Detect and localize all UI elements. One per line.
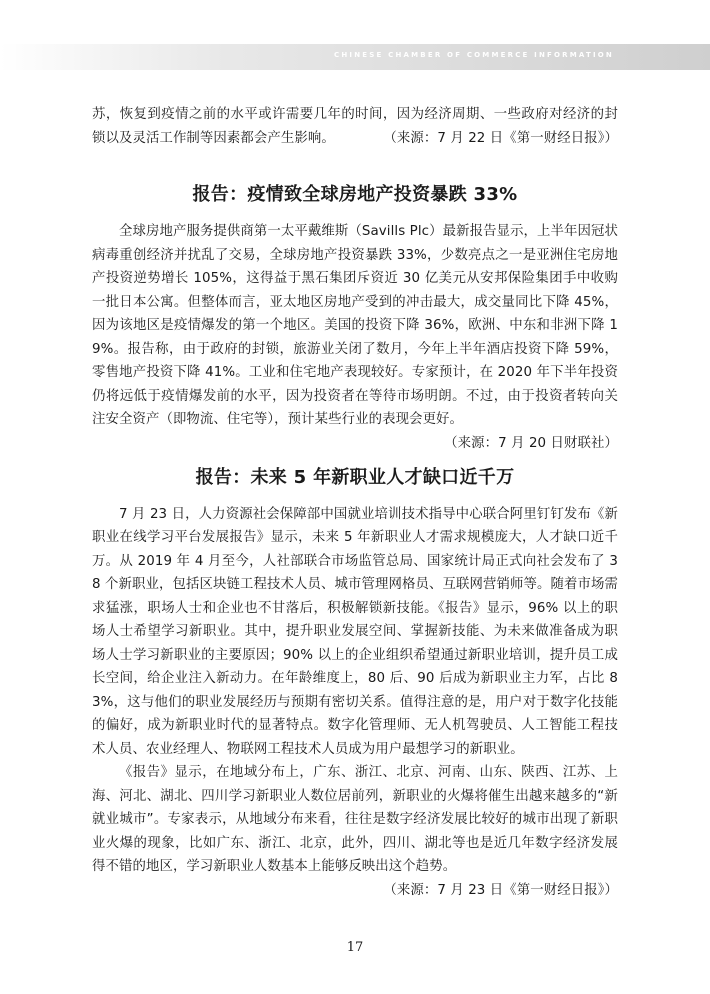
article1-body bbox=[92, 220, 618, 451]
article2-title: 报告：未来 5 年新职业人才缺口近千万 bbox=[195, 466, 515, 488]
header-banner bbox=[0, 44, 710, 70]
article1-title: 报告：疫情致全球房地产投资暴跌 33% bbox=[192, 184, 518, 205]
article2-paragraph-1: 7 月 23 日，人力资源社会保障部中国就业培训技术指导中心联合阿里钉钉发布《新职业在线学习平台发展报告》显示，未来 5 年新职业人才需求规模庞大，人才缺口近千万。从 2019 年 4 月至今，人社部联合市场监管总局、国家统计局正式向社会发布了 38 个新职业，包括区块链工程技术人员、城市管理网格员、互联网营销师等。随着市场需求猛涨，职场人士和企业也不甘落后，积极解锁新技能。《报告》显示，96% 以上的职场人士希望学习新职业。其中，提升职业发展空间、掌握新技能、为未来做准备成为职场人士学习新职业的主要原因；90% 以上的企业组织希望通过新职业培训，提升员工成长空间，给企业注入新动力。在年龄维度上，80 后、90 后成为新职业主力军，占比 83%，这与他们的职业发展经历与预期有密切关系。值得注意的是，用户对于数字化技能的偏好，成为新职业时代的显著特点。数字化管理师、无人机驾驶员、人工智能工程技术人员、农业经理人、物联网工程技术人员成为用户最想学习的新职业。 bbox=[92, 506, 618, 757]
page-content bbox=[92, 103, 618, 902]
article2-text: 《报告》显示，在地域分布上，广东、浙江、北京、河南、山东、陕西、江苏、上海、河北、湖北、四川学习新职业人数位居前列，新职业的火爆将催生出越来越多的“新就业城市”。专家表示，从地域分布来看，往往是数字经济发展比较好的城市出现了新职业火爆的现象，比如广东、浙江、北京，此外，四川、湖北等也是近几年数字经济发展得不错的地区，学习新职业人数基本上能够反映出这个趋势。 bbox=[92, 765, 618, 874]
intro-source: （来源：7 月 22 日《第一财经日报》） bbox=[383, 130, 618, 146]
header-banner-text: CHINESE CHAMBER OF COMMERCE INFORMATION bbox=[334, 51, 614, 59]
intro-paragraph bbox=[92, 103, 618, 150]
intro-text: 苏，恢复到疫情之前的水平或许需要几年的时间，因为经济周期、一些政府对经济的封锁以及灵活工作制等因素都会产生影响。 bbox=[92, 107, 618, 146]
article2-source: （来源：7 月 23 日《第一财经日报》） bbox=[383, 882, 618, 898]
page-number: 17 bbox=[346, 940, 364, 955]
article1-source: （来源：7 月 20 日财联社） bbox=[444, 435, 618, 451]
article1-text: 全球房地产服务提供商第一太平戴维斯（Savills Plc）最新报告显示，上半年因冠状病毒重创经济并扰乱了交易，全球房地产投资暴跌 33%，少数亮点之一是亚洲住宅房地产投资逆势增长 105%，这得益于黑石集团斥资近 30 亿美元从安邦保险集团手中收购一批日本公寓。但整体而言，亚太地区房地产受到的冲击最大，成交量同比下降 45%，因为该地区是疫情爆发的第一个地区。美国的投资下降 36%，欧洲、中东和非洲下降 19%。报告称，由于政府的封锁，旅游业关闭了数月，今年上半年酒店投资下降 59%，零售地产投资下降 41%。工业和住宅地产表现较好。专家预计，在 2020 年下半年投资仍将远低于疫情爆发前的水平，因为投资者在等待市场明朗。不过，由于投资者转向关注安全资产（即物流、住宅等），预计某些行业的表现会更好。 bbox=[92, 224, 618, 427]
article2-paragraph-2 bbox=[92, 761, 618, 898]
